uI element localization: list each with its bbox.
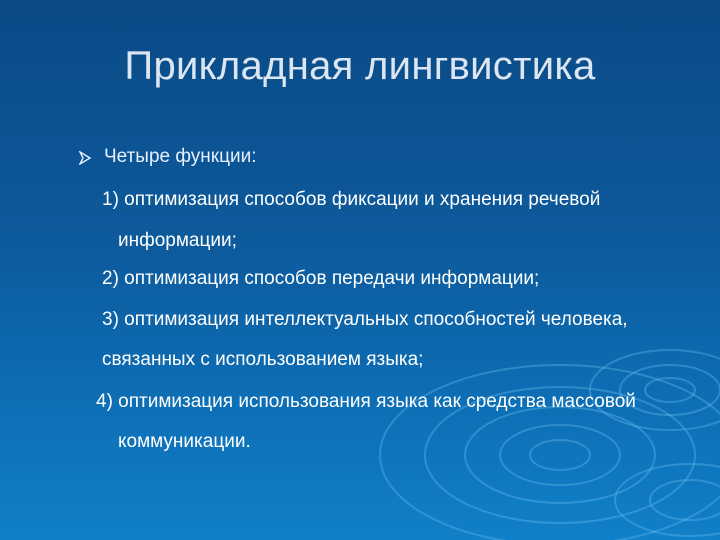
bullet-heading: Четыре функции: — [104, 146, 257, 167]
function-line-3: 3) оптимизация интеллектуальных способностей человека, — [102, 309, 628, 330]
function-line-4-cont: коммуникации. — [118, 431, 251, 452]
function-line-4: 4) оптимизация использования языка как средства массовой — [96, 391, 636, 412]
function-line-1: 1) оптимизация способов фиксации и хранения речевой — [102, 189, 601, 210]
function-line-1-cont: информации; — [118, 230, 237, 251]
function-line-3-cont: связанных с использованием языка; — [102, 349, 424, 370]
arrow-bullet-icon — [78, 151, 92, 165]
slide-title: Прикладная лингвистика — [124, 44, 596, 88]
function-line-2: 2) оптимизация способов передачи информации; — [102, 268, 540, 289]
